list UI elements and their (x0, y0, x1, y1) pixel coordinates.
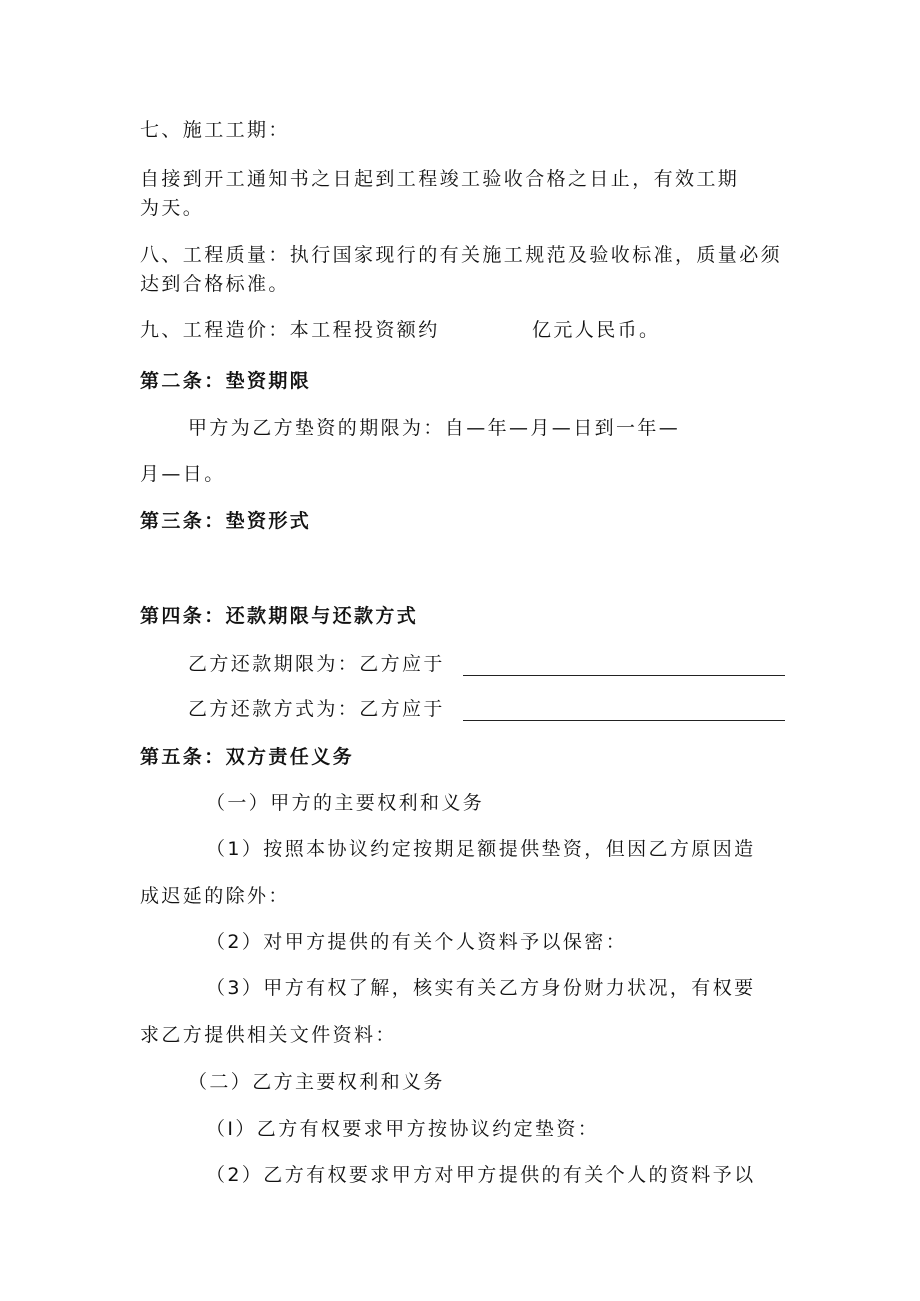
clause-7-heading: 七、施工工期： (140, 119, 290, 141)
clause-7-text-1: 自接到开工通知书之日起到工程竣工验收合格之日止，有效工期 (140, 168, 740, 190)
party-a-item-3-line-2: 求乙方提供相关文件资料： (140, 1024, 397, 1046)
clause-8-text-2: 达到合格标准。 (140, 273, 290, 295)
repayment-term-row (188, 652, 785, 676)
party-a-item-1-line-1: （1）按照本协议约定按期足额提供垫资，但因乙方原因造 (206, 838, 756, 860)
article-2-heading: 第二条：垫资期限 (140, 370, 312, 392)
clause-9-text-a: 九、工程造价：本工程投资额约 (140, 319, 440, 341)
party-b-item-2-line-1: （2）乙方有权要求甲方对甲方提供的有关个人的资料予以 (206, 1164, 756, 1186)
article-4-heading: 第四条：还款期限与还款方式 (140, 605, 419, 627)
repayment-term-blank (463, 655, 785, 676)
repayment-method-blank (463, 700, 785, 721)
article-2-text-1: 甲方为乙方垫资的期限为：自—年—月—日到一年— (188, 417, 681, 439)
clause-8-text-1: 八、工程质量：执行国家现行的有关施工规范及验收标准，质量必须 (140, 244, 783, 266)
party-a-item-2: （2）对甲方提供的有关个人资料予以保密： (206, 931, 628, 953)
clause-9-text-b: 亿元人民币。 (532, 319, 661, 341)
clause-7-text-2: 为天。 (140, 197, 205, 219)
repayment-term-label: 乙方还款期限为：乙方应于 (188, 653, 445, 675)
party-a-item-3-line-1: （3）甲方有权了解，核实有关乙方身份财力状况，有权要 (206, 977, 756, 999)
party-b-item-1: （I）乙方有权要求甲方按协议约定垫资： (206, 1118, 600, 1140)
party-b-rights-heading: （二）乙方主要权利和义务 (188, 1071, 445, 1093)
repayment-method-label: 乙方还款方式为：乙方应于 (188, 698, 445, 720)
repayment-method-row (188, 697, 785, 721)
article-3-heading: 第三条：垫资形式 (140, 510, 312, 532)
party-a-item-1-line-2: 成迟延的除外： (140, 885, 290, 907)
article-5-heading: 第五条：双方责任义务 (140, 746, 355, 768)
party-a-rights-heading: （一）甲方的主要权利和义务 (206, 792, 485, 814)
article-2-text-2: 月—日。 (140, 463, 226, 485)
